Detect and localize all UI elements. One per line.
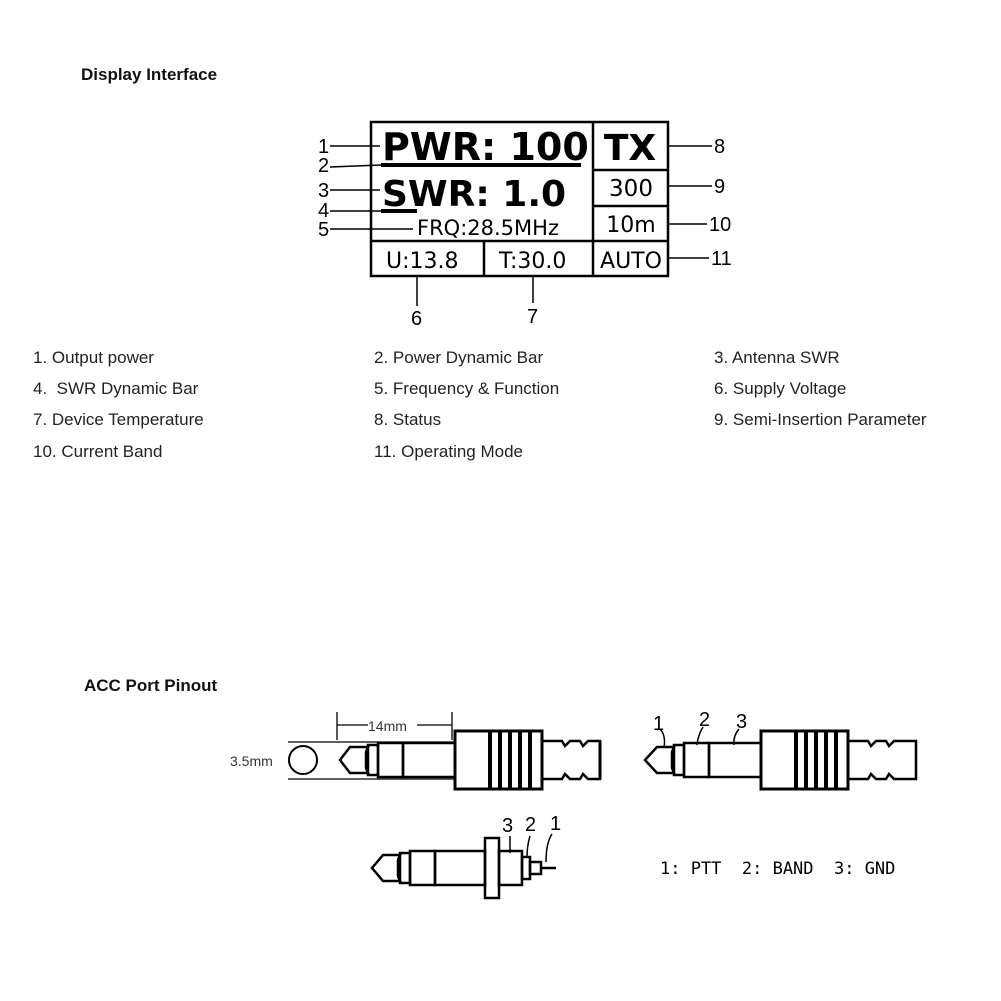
swr-readout: SWR: 1.0 xyxy=(382,174,567,215)
callout-2: 2 xyxy=(318,155,330,177)
callout-6: 6 xyxy=(411,308,423,330)
legend-item-11: 11. Operating Mode xyxy=(374,442,523,461)
callout-3: 3 xyxy=(318,180,330,202)
parameter-readout: 300 xyxy=(609,176,653,202)
callout-5: 5 xyxy=(318,219,330,241)
jack-pin-2: 2 xyxy=(525,814,537,836)
jack-pin-3: 3 xyxy=(502,815,514,837)
callout-8: 8 xyxy=(714,136,726,158)
callout-4: 4 xyxy=(318,200,330,222)
callout-11: 11 xyxy=(711,248,732,270)
legend-item-1: 1. Output power xyxy=(33,348,154,367)
legend-item-7: 7. Device Temperature xyxy=(33,410,204,429)
callout-7: 7 xyxy=(527,306,539,328)
temperature-readout: T:30.0 xyxy=(499,249,567,274)
length-dimension-label: 14mm xyxy=(368,718,407,734)
plug-pin-drawing xyxy=(645,727,916,789)
acc-port-title: ACC Port Pinout xyxy=(84,676,218,695)
jack-pin-1: 1 xyxy=(550,813,562,835)
legend-item-3: 3. Antenna SWR xyxy=(714,348,840,367)
frequency-readout: FRQ:28.5MHz xyxy=(417,216,559,240)
pin-assignment-legend: 1: PTT 2: BAND 3: GND xyxy=(660,859,896,879)
legend-item-4: 4. SWR Dynamic Bar xyxy=(33,379,199,398)
legend-item-10: 10. Current Band xyxy=(33,442,163,461)
power-readout: PWR: 100 xyxy=(382,125,589,169)
band-readout: 10m xyxy=(606,213,656,238)
voltage-readout: U:13.8 xyxy=(386,249,459,274)
plug-pin-3: 3 xyxy=(736,711,748,733)
diameter-dimension-label: 3.5mm xyxy=(230,753,273,769)
callout-10: 10 xyxy=(709,214,732,236)
legend-item-8: 8. Status xyxy=(374,410,442,429)
display-interface-title: Display Interface xyxy=(81,65,218,84)
callout-9: 9 xyxy=(714,176,726,198)
callout-1: 1 xyxy=(318,136,330,158)
plug-dimension-drawing xyxy=(288,712,600,789)
jack-drawing xyxy=(372,834,556,898)
plug-pin-1: 1 xyxy=(653,713,665,735)
status-readout: TX xyxy=(603,128,657,169)
mode-readout: AUTO xyxy=(600,249,662,274)
legend-item-9: 9. Semi-Insertion Parameter xyxy=(714,410,927,429)
legend-item-5: 5. Frequency & Function xyxy=(374,379,560,398)
plug-pin-2: 2 xyxy=(699,709,711,731)
legend-item-6: 6. Supply Voltage xyxy=(714,379,847,398)
legend-item-2: 2. Power Dynamic Bar xyxy=(374,348,544,367)
